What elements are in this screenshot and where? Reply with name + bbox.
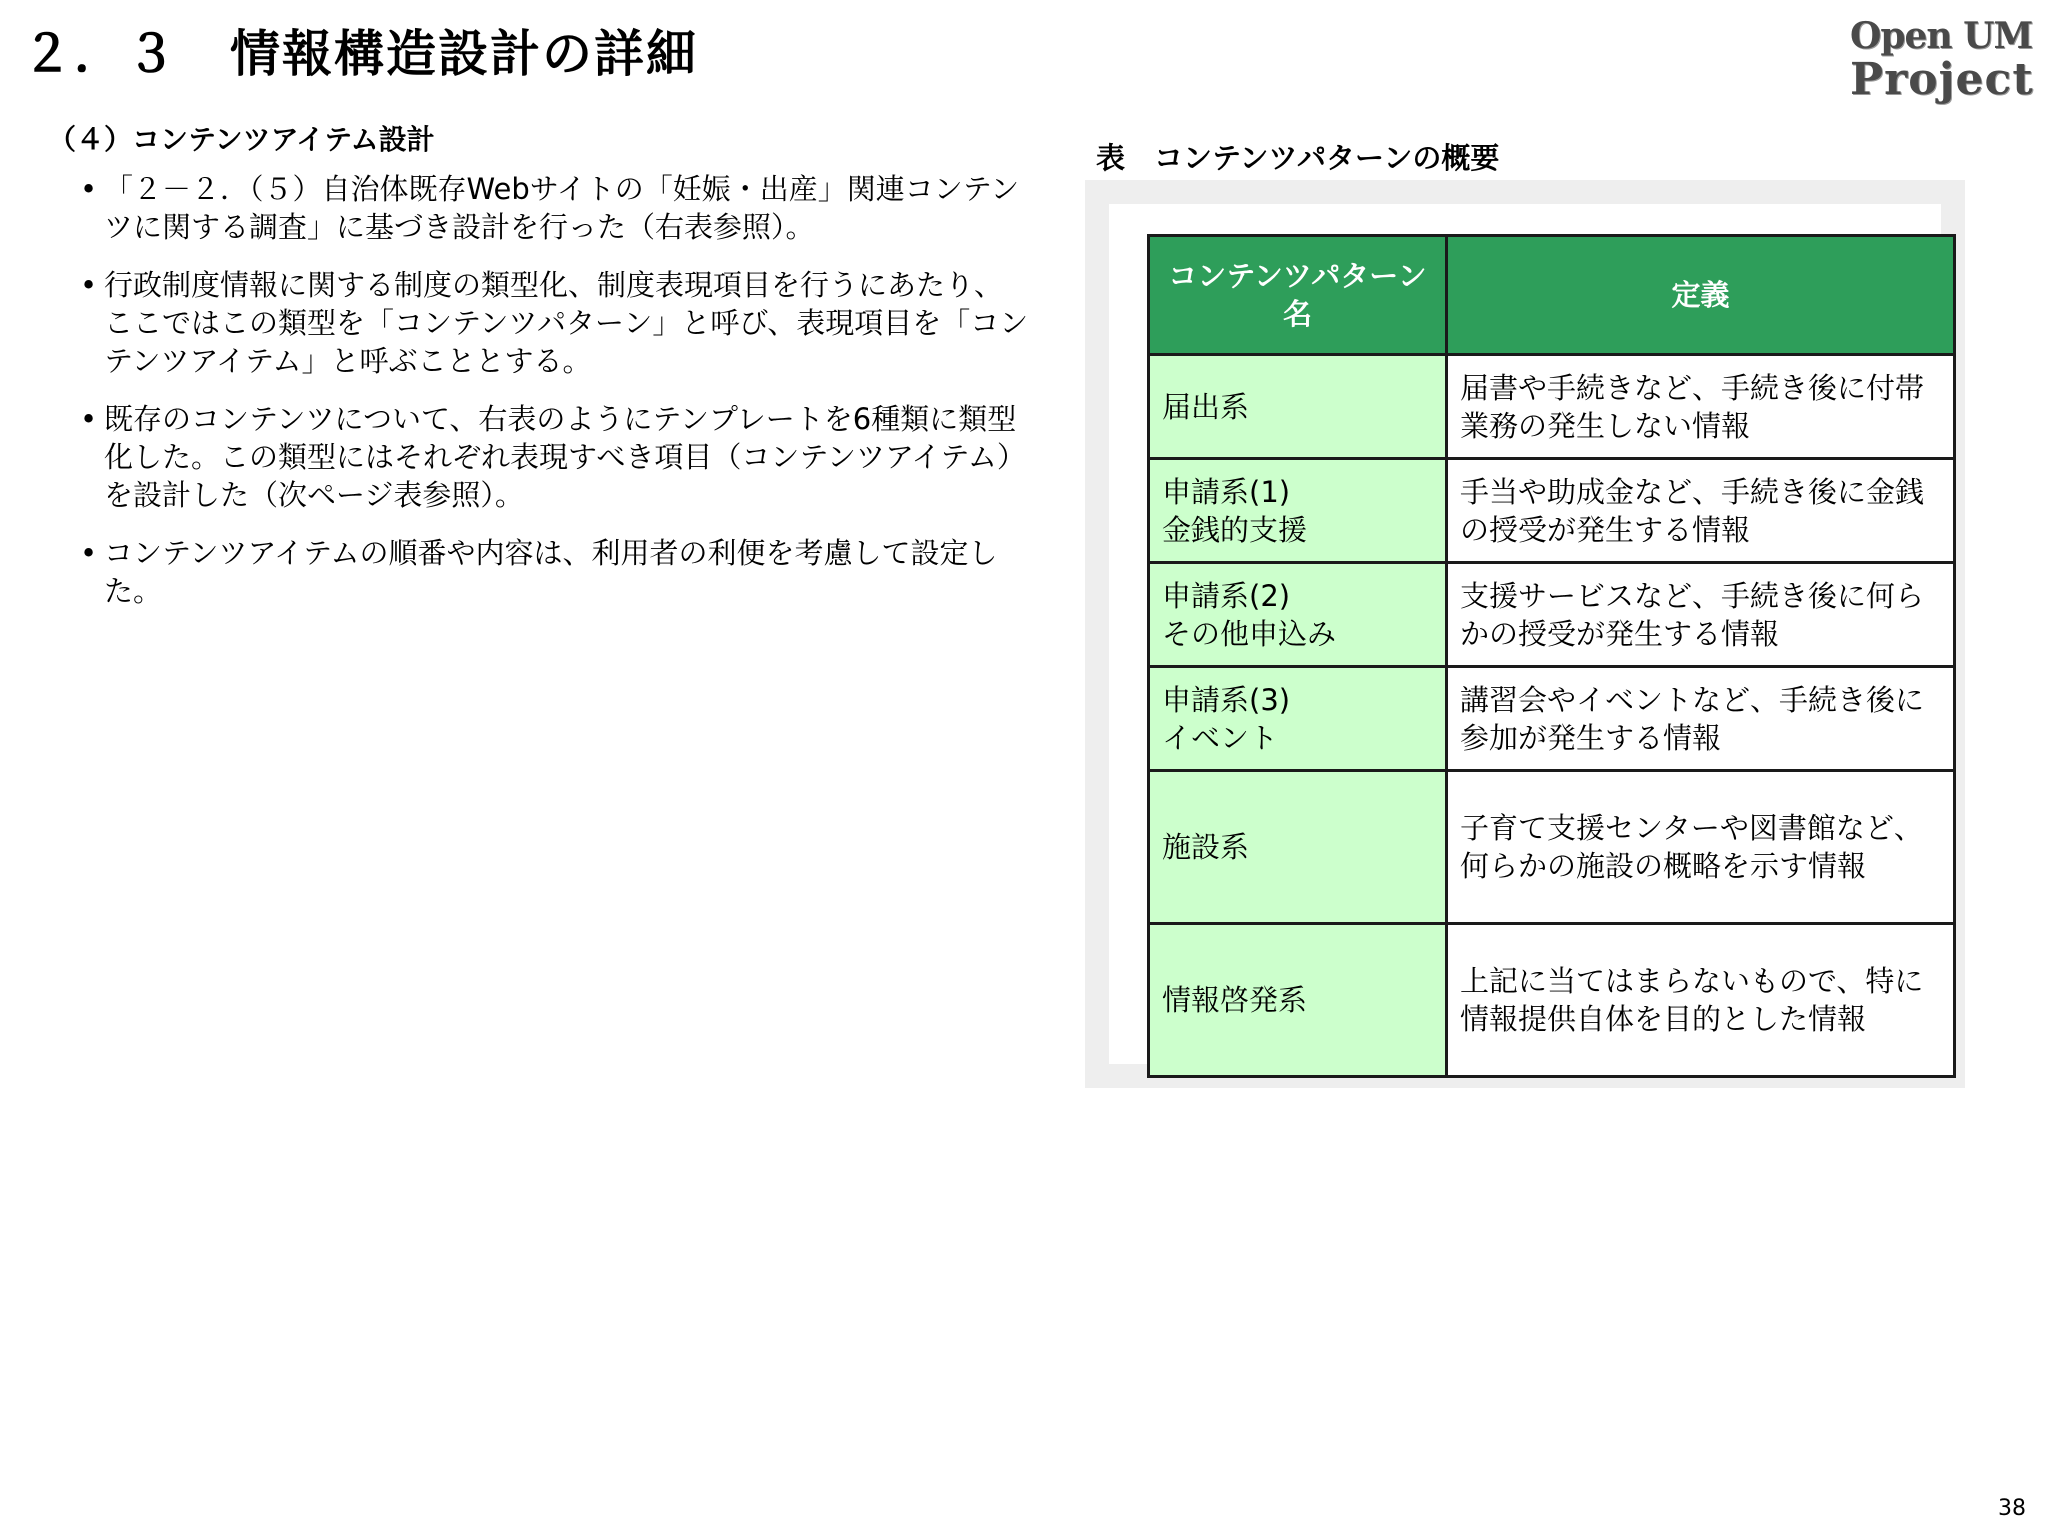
header-pattern-name: コンテンツパターン名 [1149,236,1447,355]
table-header-row [1149,236,1955,355]
table-row [1149,667,1955,771]
pattern-name-cell [1149,355,1447,459]
pattern-name-cell [1149,459,1447,563]
table-caption: 表 コンテンツパターンの概要 [1096,141,1500,175]
content-pattern-table [1147,234,1956,1078]
table-row [1149,924,1955,1077]
section-heading: （４）コンテンツアイテム設計 [48,123,435,156]
pattern-name-cell [1149,667,1447,771]
bullet-item [80,266,1030,380]
pattern-definition-cell: 手当や助成金など、手続き後に金銭の授受が発生する情報 [1447,459,1955,563]
page-number: 38 [1998,1496,2026,1521]
pattern-definition-cell: 講習会やイベントなど、手続き後に参加が発生する情報 [1447,667,1955,771]
pattern-name-line1: 申請系(2) [1162,578,1291,613]
pattern-definition-cell: 支援サービスなど、手続き後に何らかの授受が発生する情報 [1447,563,1955,667]
pattern-definition-cell: 子育て支援センターや図書館など、何らかの施設の概略を示す情報 [1447,771,1955,924]
pattern-definition-cell: 上記に当てはまらないもので、特に情報提供自体を目的とした情報 [1447,924,1955,1077]
logo-line-2: Project [1850,54,2034,105]
table-row [1149,563,1955,667]
bullet-text: 既存のコンテンツについて、右表のようにテンプレートを6種類に類型化した。この類型にはそれぞれ表現すべき項目（コンテンツアイテム）を設計した（次ページ表参照）。 [104,402,1026,512]
bullet-dot: • [80,268,98,302]
pattern-name-cell [1149,924,1447,1077]
bullet-item [80,170,1030,246]
bullet-text: 「２－２．（５）自治体既存Webサイトの「妊娠・出産」関連コンテンツに関する調査」に基づき設計を行った（右表参照）。 [104,172,1020,244]
logo-line-1: Open UM [1850,15,2033,57]
bullet-list [80,170,1030,630]
open-um-project-logo [1850,14,2034,105]
table-frame [1085,180,1965,1088]
pattern-name-line2: その他申込み [1162,616,1337,651]
header-definition: 定義 [1447,236,1955,355]
bullet-text: コンテンツアイテムの順番や内容は、利用者の利便を考慮して設定した。 [104,536,998,608]
pattern-name-line2: 金銭的支援 [1162,512,1308,547]
bullet-text: 行政制度情報に関する制度の類型化、制度表現項目を行うにあたり、ここではこの類型を「コンテンツパターン」と呼び、表現項目を「コンテンツアイテム」と呼ぶこととする。 [104,268,1029,378]
pattern-name-line2: イベント [1162,720,1279,755]
bullet-item [80,400,1030,514]
pattern-name-line1: 情報啓発系 [1162,983,1308,1017]
table-row [1149,355,1955,459]
bullet-dot: • [80,402,98,436]
pattern-name-line1: 施設系 [1162,830,1250,864]
bullet-item [80,534,1030,610]
table-panel [1109,204,1941,1064]
pattern-name-line1: 申請系(3) [1162,682,1291,717]
table-row [1149,771,1955,924]
pattern-name-cell [1149,563,1447,667]
pattern-definition-cell: 届書や手続きなど、手続き後に付帯業務の発生しない情報 [1447,355,1955,459]
table-row [1149,459,1955,563]
pattern-name-cell [1149,771,1447,924]
pattern-name-line1: 申請系(1) [1162,474,1291,509]
bullet-dot: • [80,172,98,206]
slide-title: ２．３ 情報構造設計の詳細 [22,25,698,83]
pattern-name-line1: 届出系 [1162,389,1250,424]
bullet-dot: • [80,536,98,570]
